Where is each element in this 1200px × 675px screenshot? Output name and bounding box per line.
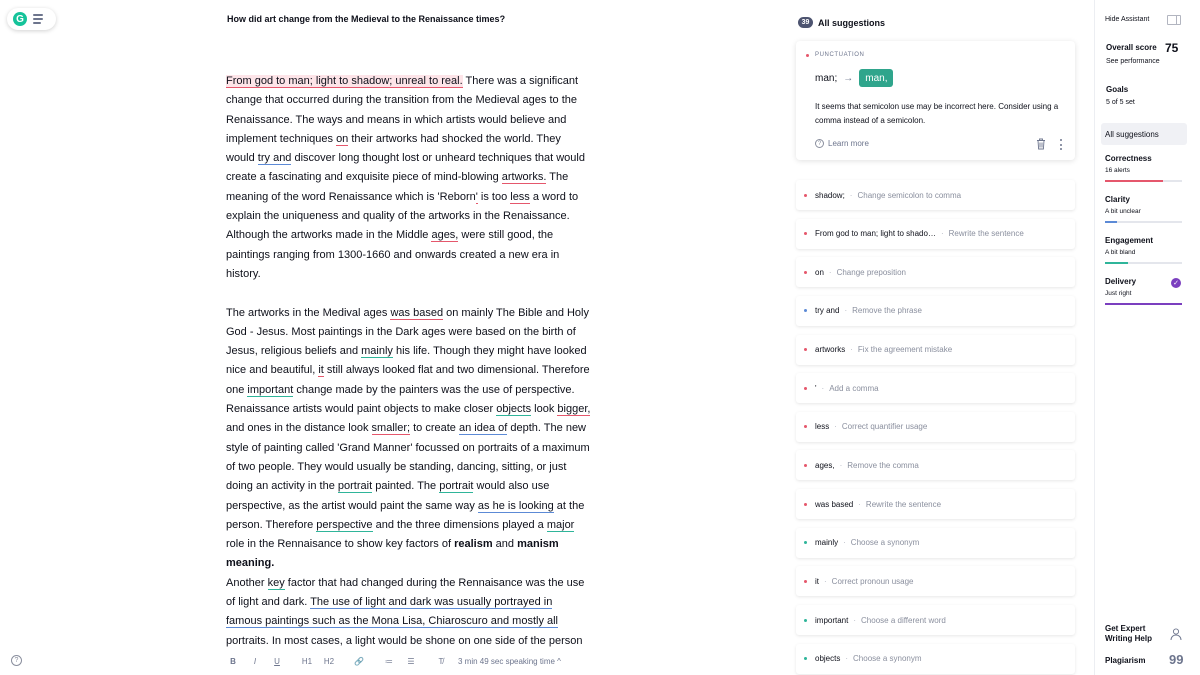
suggestion-text: it — [815, 576, 819, 586]
suggestion-action: Change preposition — [836, 267, 906, 277]
grammarly-logo-icon: G — [13, 12, 27, 26]
suggestion-separator: · — [858, 499, 861, 509]
flag-less[interactable]: less — [510, 190, 530, 203]
suggestion-dot — [804, 541, 807, 544]
learn-more-link[interactable] — [815, 139, 869, 148]
category-dot — [806, 54, 809, 57]
trash-icon[interactable] — [1036, 138, 1046, 150]
suggestion-dot — [804, 309, 807, 312]
suggestion-separator: · — [850, 345, 853, 355]
suggestion-dot — [804, 387, 807, 390]
suggestion-item[interactable] — [796, 489, 1075, 519]
speaking-time[interactable]: 3 min 49 sec speaking time ^ — [458, 656, 561, 666]
suggestion-item[interactable] — [796, 450, 1075, 480]
expanded-suggestion-card[interactable] — [796, 41, 1075, 160]
quote-icon[interactable]: 99 — [1169, 652, 1184, 667]
category-meter — [1105, 180, 1182, 182]
goals-title[interactable]: Goals — [1106, 85, 1129, 94]
expert-writing-help-button[interactable]: Get Expert Writing Help — [1105, 624, 1152, 643]
check-icon: ✓ — [1171, 278, 1181, 288]
suggestion-text: ages, — [815, 460, 835, 470]
suggestion-action: Correct quantifier usage — [841, 422, 928, 432]
suggestion-action: Rewrite the sentence — [865, 499, 942, 509]
suggestion-dot — [804, 464, 807, 467]
suggestion-separator: · — [821, 383, 825, 393]
flag-portrait-2[interactable]: portrait — [439, 480, 474, 493]
paragraph-2: The artworks in the Medival ages was based on mainly The Bible and Holy God - Jesus. Most paintings in the Dark ages were based on the birth of Jesus, religious beliefs and mainly his life. Though they might have looked nice and beautiful, it still always looked flat and two dimensional. Therefore one important change made by the painters was the use of perspective. Renaissance artists would paint objects to make closer objects look bigger, and ones in the distance look smaller; to create an idea of depth. The new style of painting called 'Grand Manner' focussed on portraits of a maximum of two people. They would usually be standing, dancing, sitting, or just doing an activity in the portrait painted. The portrait would also use perspective, as the artist would paint the same way as he is looking at the person. Therefore perspective and the three dimensions played a major role in the Rennaisance to show key factors of realism and manism meaning. — [226, 306, 591, 570]
suggestion-action: Add a comma — [829, 383, 879, 393]
suggestion-separator: · — [853, 615, 857, 625]
category-correctness[interactable] — [1105, 154, 1182, 174]
suggestion-dot — [804, 232, 807, 235]
suggestion-action: Choose a different word — [861, 615, 946, 625]
suggestion-item[interactable] — [796, 566, 1075, 596]
learn-more-label: Learn more — [828, 139, 869, 148]
suggestion-separator: · — [849, 190, 853, 200]
more-options-icon[interactable] — [1058, 139, 1064, 150]
link-icon[interactable]: 🔗 — [354, 656, 364, 666]
category-meter — [1105, 221, 1182, 223]
suggestion-count-badge: 39 — [798, 17, 813, 28]
suggestion-separator: · — [844, 306, 848, 316]
suggestion-action: Remove the phrase — [852, 306, 922, 316]
tab-all-suggestions[interactable]: All suggestions — [1101, 123, 1187, 145]
format-toolbar — [222, 652, 561, 670]
sentence-rewrite-highlight[interactable]: From god to man; light to shadow; unreal to real. — [226, 75, 463, 87]
flag-light-dark-sentence[interactable]: The use of light and dark was usually portrayed in famous paintings such as the Mona Lisa, Chiaroscuro and mostly all — [226, 596, 559, 628]
suggestion-item[interactable] — [796, 528, 1075, 558]
suggestion-action: Choose a synonym — [850, 538, 920, 548]
suggestion-action: Correct pronoun usage — [831, 576, 914, 586]
flag-perspective[interactable]: perspective — [316, 518, 373, 531]
goals-status: 5 of 5 set — [1106, 99, 1135, 106]
category-status: 16 alerts — [1105, 167, 1130, 174]
caret-up-icon: ^ — [557, 656, 561, 666]
help-icon[interactable]: ? — [11, 655, 22, 666]
flag-mainly[interactable]: mainly — [361, 345, 393, 358]
arrow-right-icon: → — [843, 72, 854, 84]
suggestion-action: Fix the agreement mistake — [857, 345, 953, 355]
accept-replacement-button[interactable]: man, — [859, 69, 893, 87]
flag-as-he-is-looking[interactable]: as he is looking — [477, 499, 554, 512]
card-category — [806, 52, 865, 58]
flag-portrait-1[interactable]: portrait — [337, 480, 373, 493]
category-meter — [1105, 303, 1182, 305]
suggestion-text: mainly — [815, 538, 839, 548]
heading1-button[interactable]: H1 — [301, 656, 313, 666]
suggestion-dot — [804, 425, 807, 428]
suggestion-text: shadow; — [815, 190, 845, 200]
menu-icon — [33, 14, 49, 24]
document-title[interactable]: How did art change from the Medieval to the Renaissance times? — [227, 14, 506, 24]
overall-score-label[interactable]: Overall score — [1106, 43, 1157, 52]
bold-manism-meaning: manism meaning. — [226, 538, 559, 570]
flag-important[interactable]: important — [247, 383, 294, 396]
flag-major[interactable]: major — [546, 518, 575, 531]
suggestion-explanation: It seems that semicolon use may be incorrect here. Consider using a comma instead of a semicolon. — [815, 102, 1059, 125]
flag-was-based[interactable]: was based — [390, 306, 444, 319]
suggestion-separator: · — [834, 422, 837, 432]
italic-button[interactable]: I — [253, 656, 257, 666]
suggestion-text: less — [815, 422, 830, 432]
expert-person-icon[interactable] — [1169, 627, 1183, 641]
suggestion-action: Rewrite the sentence — [948, 229, 1024, 239]
flag-key[interactable]: key — [267, 576, 285, 589]
flag-try-and[interactable]: try and — [257, 152, 292, 165]
suggestion-separator: · — [839, 460, 843, 470]
suggestion-separator: · — [843, 538, 846, 548]
suggestion-text: was based — [815, 499, 854, 509]
overall-score-value[interactable]: 75 — [1165, 41, 1179, 55]
suggestion-separator: · — [845, 654, 849, 664]
bold-realism: realism — [454, 538, 493, 551]
category-name: Clarity — [1105, 195, 1130, 204]
flag-bigger[interactable]: bigger, — [557, 403, 591, 416]
category-meter — [1105, 262, 1182, 264]
suggestion-item[interactable] — [796, 644, 1075, 674]
suggestion-dot — [804, 619, 807, 622]
category-status: A bit unclear — [1105, 208, 1141, 215]
category-engagement[interactable] — [1105, 236, 1182, 256]
category-label: PUNCTUATION — [815, 52, 865, 58]
suggestion-separator: · — [940, 229, 944, 239]
suggestion-item[interactable] — [796, 373, 1075, 403]
question-icon: ? — [815, 139, 824, 148]
suggestion-item[interactable] — [796, 296, 1075, 326]
suggestion-dot — [804, 271, 807, 274]
category-name: Delivery — [1105, 277, 1137, 286]
flag-on[interactable]: on — [336, 132, 349, 145]
suggestion-text: try and — [815, 306, 840, 316]
ordered-list-icon[interactable]: ≔ — [385, 656, 393, 666]
suggestion-item[interactable] — [796, 335, 1075, 365]
suggestion-item[interactable] — [796, 412, 1075, 442]
suggestions-title: All suggestions — [818, 17, 886, 28]
editor[interactable] — [226, 72, 591, 650]
suggestion-separator: · — [824, 576, 827, 586]
grammarly-menu-pill[interactable] — [7, 8, 56, 30]
suggestion-text: important — [815, 615, 849, 625]
right-sidebar — [1094, 0, 1200, 675]
hide-assistant-button[interactable]: Hide Assistant — [1105, 16, 1150, 23]
suggestion-list — [796, 180, 1075, 675]
flag-smaller[interactable]: smaller; — [371, 422, 411, 435]
suggestion-dot — [804, 348, 807, 351]
flag-artworks[interactable]: artworks. — [501, 171, 547, 184]
suggestion-text: objects — [815, 654, 841, 664]
suggestion-text: artworks — [815, 345, 846, 355]
category-status: Just right — [1105, 290, 1132, 297]
suggestion-text: From god to man; light to shado… — [815, 229, 936, 239]
suggestion-item[interactable] — [796, 257, 1075, 287]
unordered-list-icon[interactable]: ☰ — [407, 656, 415, 666]
suggestion-dot — [804, 194, 807, 197]
suggestion-dot — [804, 580, 807, 583]
flag-man[interactable]: man; — [288, 75, 313, 87]
suggestion-dot — [804, 657, 807, 660]
suggestion-text: on — [815, 267, 824, 277]
flag-it[interactable]: it — [318, 364, 324, 377]
clear-format-icon[interactable]: T̸ — [438, 656, 444, 666]
panel-toggle-icon[interactable] — [1167, 15, 1181, 25]
category-name: Engagement — [1105, 236, 1154, 245]
change-row — [815, 69, 893, 87]
suggestion-dot — [804, 503, 807, 506]
paragraph-1: From god to man; light to shadow; unreal to real. There was a significant change that occurred during the transition from the Medieval ages to the Renaissance. The ways and means in which artists would believe and implement techniques on their artworks had shocked the world. They would try and discover long thought lost or unheard techniques that would create a fascinating and exquisite piece of mind-blowing artworks. The meaning of the word Renaissance which is 'Reborn' is too less a word to explain the uniqueness and quality of the artworks in the Renaissance. Although the artworks made in the Middle ages, were still good, the paintings ranging from 1300-1660 and onwards created a new era in history. — [226, 75, 585, 280]
suggestion-item[interactable] — [796, 605, 1075, 635]
suggestion-separator: · — [828, 267, 832, 277]
see-performance-link[interactable]: See performance — [1106, 58, 1160, 65]
underline-button[interactable]: U — [274, 656, 280, 666]
flag-ages[interactable]: ages, — [431, 229, 459, 242]
category-clarity[interactable] — [1105, 195, 1182, 215]
suggestion-text: ' — [815, 383, 817, 393]
flag-objects[interactable]: objects — [496, 403, 532, 416]
suggestion-action: Change semicolon to comma — [857, 190, 962, 200]
flag-an-idea-of[interactable]: an idea of — [458, 422, 508, 435]
original-word: man; — [815, 72, 838, 84]
bold-button[interactable]: B — [230, 656, 236, 666]
suggestions-header — [798, 17, 885, 28]
category-status: A bit bland — [1105, 249, 1136, 256]
suggestion-item[interactable] — [796, 219, 1075, 249]
suggestion-action: Choose a synonym — [853, 654, 922, 664]
category-name: Correctness — [1105, 154, 1152, 163]
suggestion-action: Remove the comma — [847, 460, 919, 470]
heading2-button[interactable]: H2 — [323, 656, 335, 666]
paragraph-3: Another key factor that had changed during the Rennaisance was the use of light and dark. The use of light and dark was usually portrayed in famous paintings such as the Mona Lisa, Chiaroscuro and mostly all portraits. In most cases, a light would be shone on one side of the person — [226, 576, 585, 647]
plagiarism-button[interactable]: Plagiarism — [1105, 656, 1146, 665]
flag-apostrophe[interactable]: ' — [475, 190, 478, 203]
suggestion-item[interactable] — [796, 180, 1075, 210]
category-delivery[interactable] — [1105, 277, 1182, 297]
